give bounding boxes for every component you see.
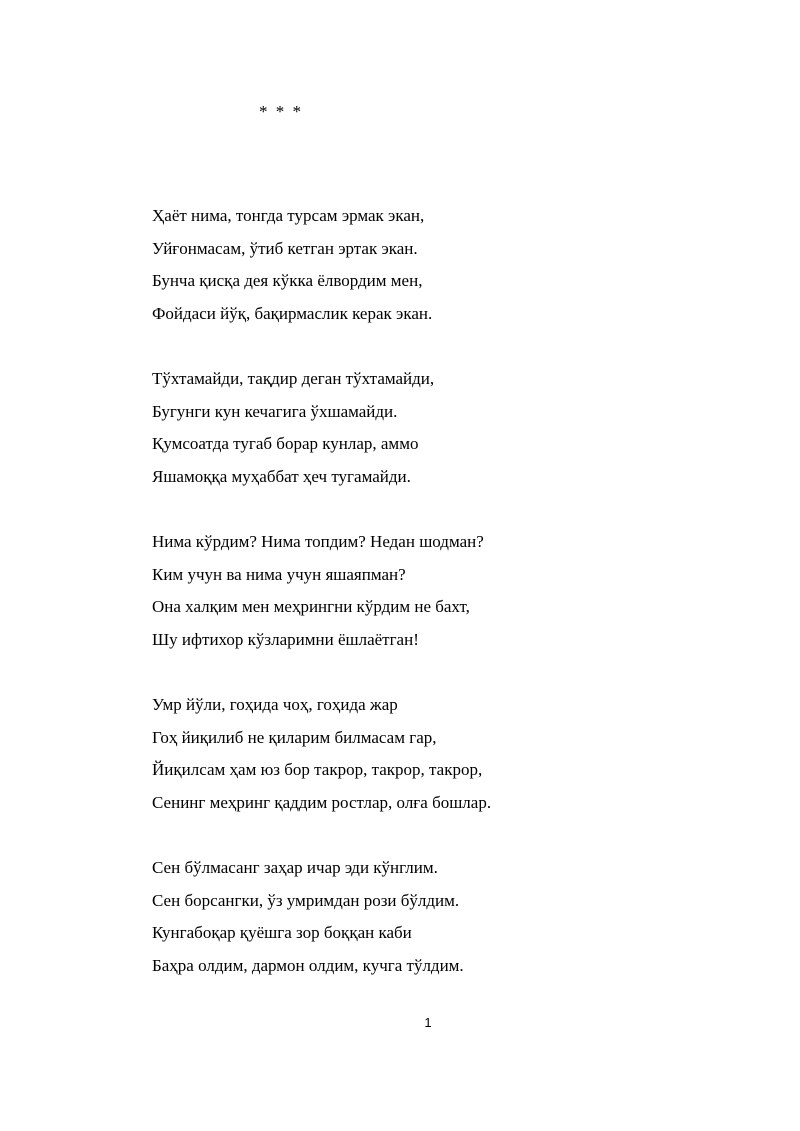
poem-line: Сен борсангки, ўз умримдан рози бўлдим. bbox=[152, 890, 460, 910]
poem-title: * * * bbox=[259, 102, 303, 121]
poem-body bbox=[152, 200, 752, 1015]
poem-line: Сен бўлмасанг заҳар ичар эди кўнглим. bbox=[152, 858, 438, 877]
poem-line: Йиқилсам ҳам юз бор такрор, такрор, такрор, bbox=[152, 760, 483, 779]
poem-line: Ким учун ва нима учун яшаяпман? bbox=[152, 564, 406, 584]
poem-line: Кунгабоқар қуёшга зор боққан каби bbox=[152, 923, 412, 942]
stanza-2 bbox=[152, 363, 752, 493]
poem-line: Фойдаси йўқ, бақирмаслик керак экан. bbox=[152, 303, 433, 323]
poem-line: Нима кўрдим? Нима топдим? Недан шодман? bbox=[152, 532, 484, 551]
page-number: 1 bbox=[424, 1015, 432, 1030]
poem-line: Қумсоатда тугаб борар кунлар, аммо bbox=[152, 434, 419, 453]
stanza-3 bbox=[152, 526, 752, 656]
stanza-4 bbox=[152, 689, 752, 819]
poem-line: Бугунги кун кечагига ўхшамайди. bbox=[152, 401, 398, 421]
poem-line: Она халқим мен меҳрингни кўрдим не бахт, bbox=[152, 597, 470, 616]
poem-line: Шу ифтихор кўзларимни ёшлаётган! bbox=[152, 629, 419, 649]
stanza-1 bbox=[152, 200, 752, 330]
poem-line: Ҳаёт нима, тонгда турсам эрмак экан, bbox=[152, 206, 425, 225]
poem-line: Гоҳ йиқилиб не қиларим билмасам гар, bbox=[152, 727, 437, 747]
poem-line: Баҳра олдим, дармон олдим, кучга тўлдим. bbox=[152, 955, 464, 975]
poem-line: Уйғонмасам, ўтиб кетган эртак экан. bbox=[152, 238, 418, 258]
poem-line: Тўхтамайди, тақдир деган тўхтамайди, bbox=[152, 369, 435, 388]
poem-line: Умр йўли, гоҳида чоҳ, гоҳида жар bbox=[152, 695, 398, 714]
poem-line: Яшамоққа муҳаббат ҳеч тугамайди. bbox=[152, 466, 411, 486]
poem-line: Сенинг меҳринг қаддим ростлар, олға бошлар. bbox=[152, 792, 492, 812]
poem-line: Бунча қисқа дея кўкка ёлвордим мен, bbox=[152, 271, 423, 290]
stanza-5 bbox=[152, 852, 752, 982]
